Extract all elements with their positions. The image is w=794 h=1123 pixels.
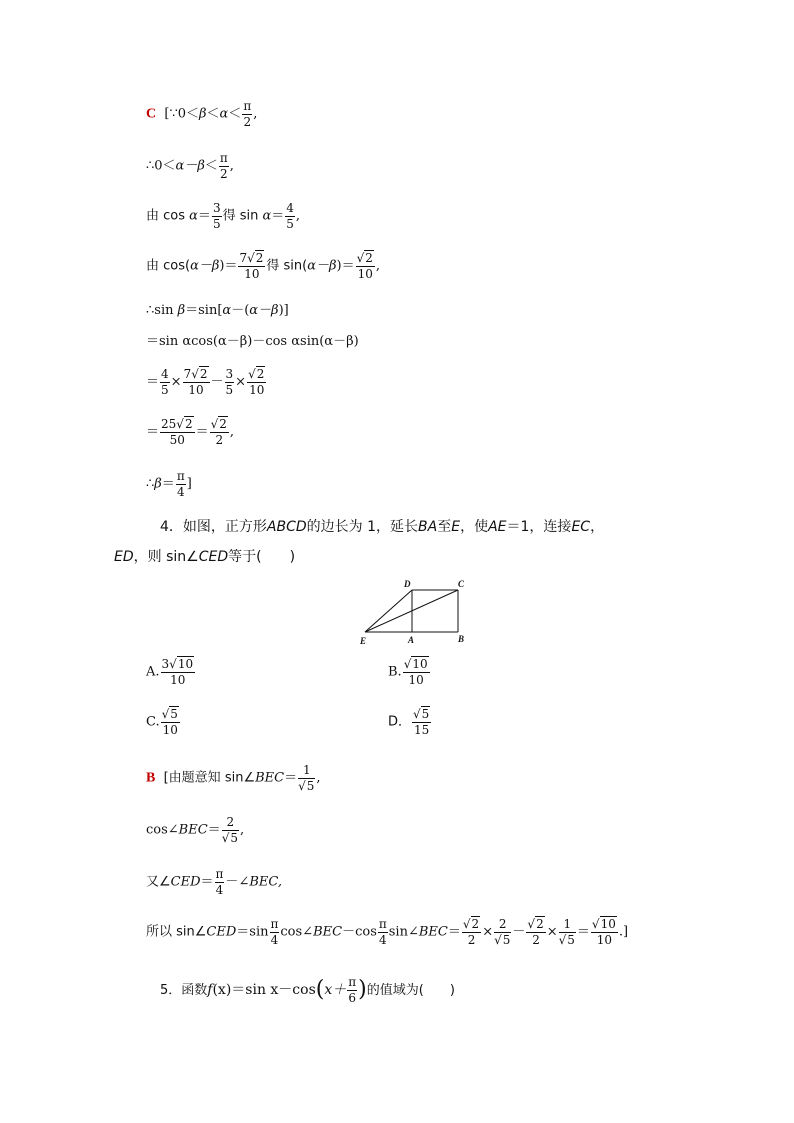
label-B: B <box>458 634 465 644</box>
q4-stem-line1: 4．如图，正方形ABCD的边长为 1，延长BA至E，使AE＝1，连接EC， <box>160 519 605 535</box>
fraction: $\frac{\pi}{2}$ <box>243 99 252 129</box>
answer-letter: B <box>146 770 156 786</box>
sol3-line1: C [∵0＜β＜α＜ $\frac{\pi}{2}$ , <box>146 99 258 129</box>
sol3-line9: ∴β＝ $\frac{\pi}{4}$ ] <box>146 469 192 499</box>
sol4-line2: cos∠BEC＝ $\frac{2}{√5}$ , <box>146 815 245 845</box>
geometry-figure <box>355 576 475 648</box>
sol4-line4: 所以 sin∠CED＝sin $\frac{\pi}{4}$ cos∠BEC－cos $\frac{\pi}{4}$ sin∠BEC＝ $\frac{√2}{2}$ × $\frac{2}{√5}$ － $\frac{√2}{2}$ × $\frac{1}{√5}$ ＝ $\frac{√10}{10}$ .] <box>146 917 629 947</box>
sol3-line7: ＝ $\frac{4}{5}$ × $\frac{7√2}{10}$ － $\frac{3}{5}$ × $\frac{√2}{10}$ <box>146 367 265 397</box>
label-C: C <box>458 579 465 589</box>
q4-stem-line2: ED，则 sin∠CED等于( ) <box>114 549 296 565</box>
label-A: A <box>408 635 415 645</box>
sol4-line3: 又∠CED＝ $\frac{\pi}{4}$ －∠BEC, <box>146 867 282 897</box>
sol3-line2: ∴0＜α－β＜ $\frac{\pi}{2}$ , <box>146 151 234 181</box>
sol3-line6: ＝sin αcos(α－β)－cos αsin(α－β) <box>146 334 359 349</box>
sol3-line4: 由 cos(α－β)＝ $\frac{7√2}{10}$ 得 sin(α－β)＝ $\frac{√2}{10}$ , <box>146 251 381 281</box>
sol3-line8: ＝ $\frac{25√2}{50}$ ＝ $\frac{√2}{2}$ , <box>146 417 235 447</box>
answer-letter: C <box>146 106 157 122</box>
label-D: D <box>404 579 411 589</box>
option-B[interactable]: B. $\frac{√10}{10}$ <box>388 657 428 687</box>
option-A[interactable]: A. $\frac{3√10}{10}$ <box>146 657 194 687</box>
sol3-line3: 由 cos α＝ $\frac{3}{5}$ 得 sin α＝ $\frac{4}{5}$ , <box>146 201 301 231</box>
option-C[interactable]: C. $\frac{√5}{10}$ <box>146 707 178 737</box>
q5-stem: 5．函数f(x)＝sin x－cos(x＋ $\frac{\pi}{6}$ )的值域为( ) <box>160 975 455 1005</box>
sol3-line5: ∴sin β＝sin[α－(α－β)] <box>146 303 289 318</box>
option-D[interactable]: D． $\frac{√5}{15}$ <box>388 707 430 737</box>
sol4-line1: B [由题意知 sin∠BEC＝ $\frac{1}{√5}$ , <box>146 763 321 793</box>
segment-ED <box>365 590 412 632</box>
label-E: E <box>360 636 367 646</box>
